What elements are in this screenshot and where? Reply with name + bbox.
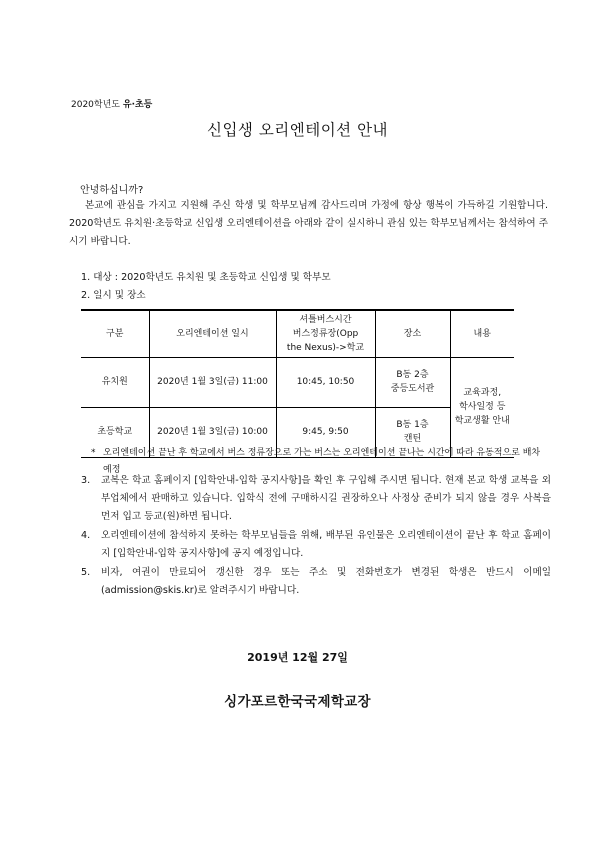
content-line1: 교육과정, xyxy=(463,388,502,399)
item-handouts-number: 4. xyxy=(81,530,91,541)
note-mark: * xyxy=(91,448,96,458)
note-text: 오리엔테이션 끝난 후 학교에서 버스 정류장으로 가는 버스는 오리엔테이션 끝나는 시간에 따라 유동적으로 배차 예정 xyxy=(103,448,541,475)
row-kindergarten-place-line1: B동 2층 xyxy=(396,370,429,381)
header-tag xyxy=(71,97,152,110)
row-kindergarten-category: 유치원 xyxy=(81,357,149,407)
header-place: 장소 xyxy=(375,310,450,357)
row-elementary-category: 초등학교 xyxy=(81,407,149,457)
row-elementary-place-line1: B동 1층 xyxy=(396,420,429,431)
content-line2: 학사일정 등 xyxy=(459,402,506,413)
item-handouts-text: 오리엔테이션에 참석하지 못하는 학부모님들을 위해, 배부된 유인물은 오리엔테이션이 끝난 후 학교 홈페이지 [입학안내-입학 공지사항]에 공지 예정입니다. xyxy=(101,530,551,559)
item-uniform-number: 3. xyxy=(81,475,91,486)
intro-paragraph: 본교에 관심을 가지고 지원해 주신 학생 및 학부모님께 감사드리며 가정에 항상 행복이 가득하길 기원합니다. 2020학년도 유치원·초등학교 신입생 오리엔테이션을 아래와 같이 실시하니 관심 있는 학부모님께서는 참석하여 주시기 바랍니다. xyxy=(69,200,548,247)
item-contact-number: 5. xyxy=(81,567,91,578)
row-elementary-shuttle: 9:45, 9:50 xyxy=(276,407,375,457)
signature: 싱가포르한국국제학교장 xyxy=(224,694,371,710)
schedule-table xyxy=(81,309,514,458)
item-uniform-text: 교복은 학교 홈페이지 [입학안내-입학 공지사항]을 확인 후 구입해 주시면 됩니다. 현재 본교 학생 교복을 외부업체에서 판매하고 있습니다. 입학식 전에 구매하시길 권장하오나 사정상 준비가 되지 않을 경우 사복을 먼저 입고 등교(원)하면 됩니다. xyxy=(101,475,551,522)
issue-date: 2019년 12월 27일 xyxy=(247,651,348,664)
table-row xyxy=(81,357,514,407)
header-shuttle-line3: the Nexus)->학교 xyxy=(286,342,365,353)
row-kindergarten-place-line2: 중등도서관 xyxy=(390,384,435,395)
item-uniform xyxy=(81,472,551,526)
row-kindergarten-place xyxy=(375,357,450,407)
item-contact-update xyxy=(81,564,551,600)
header-content: 내용 xyxy=(450,310,514,357)
header-level: 유·초등 xyxy=(122,100,153,110)
item-contact-text: 비자, 여권이 만료되어 갱신한 경우 또는 주소 및 전화번호가 변경된 학생은 반드시 이메일(admission@skis.kr)로 알려주시기 바랍니다. xyxy=(101,567,551,596)
item-handouts xyxy=(81,527,551,563)
content-line3: 학교생활 안내 xyxy=(454,416,510,427)
row-elementary-place-line2: 캔틴 xyxy=(403,434,422,445)
row-kindergarten-datetime: 2020년 1월 3일(금) 11:00 xyxy=(149,357,276,407)
header-datetime: 오리엔테이션 일시 xyxy=(149,310,276,357)
page-title: 신입생 오리엔테이션 안내 xyxy=(206,121,389,139)
table-header-row xyxy=(81,310,514,357)
item-schedule-heading: 2. 일시 및 장소 xyxy=(81,290,146,301)
row-kindergarten-shuttle: 10:45, 10:50 xyxy=(276,357,375,407)
row-elementary-datetime: 2020년 1월 3일(금) 10:00 xyxy=(149,407,276,457)
header-shuttle-line2: 버스정류장(Opp xyxy=(292,328,359,339)
header-category: 구분 xyxy=(81,310,149,357)
item-target: 1. 대상 : 2020학년도 유치원 및 초등학교 신입생 및 학부모 xyxy=(81,272,331,283)
header-year: 2020학년도 xyxy=(71,100,120,110)
header-shuttle xyxy=(276,310,375,357)
greeting: 안녕하십니까? xyxy=(80,185,144,196)
content-cell xyxy=(450,357,514,457)
header-shuttle-line1: 셔틀버스시간 xyxy=(299,314,352,325)
